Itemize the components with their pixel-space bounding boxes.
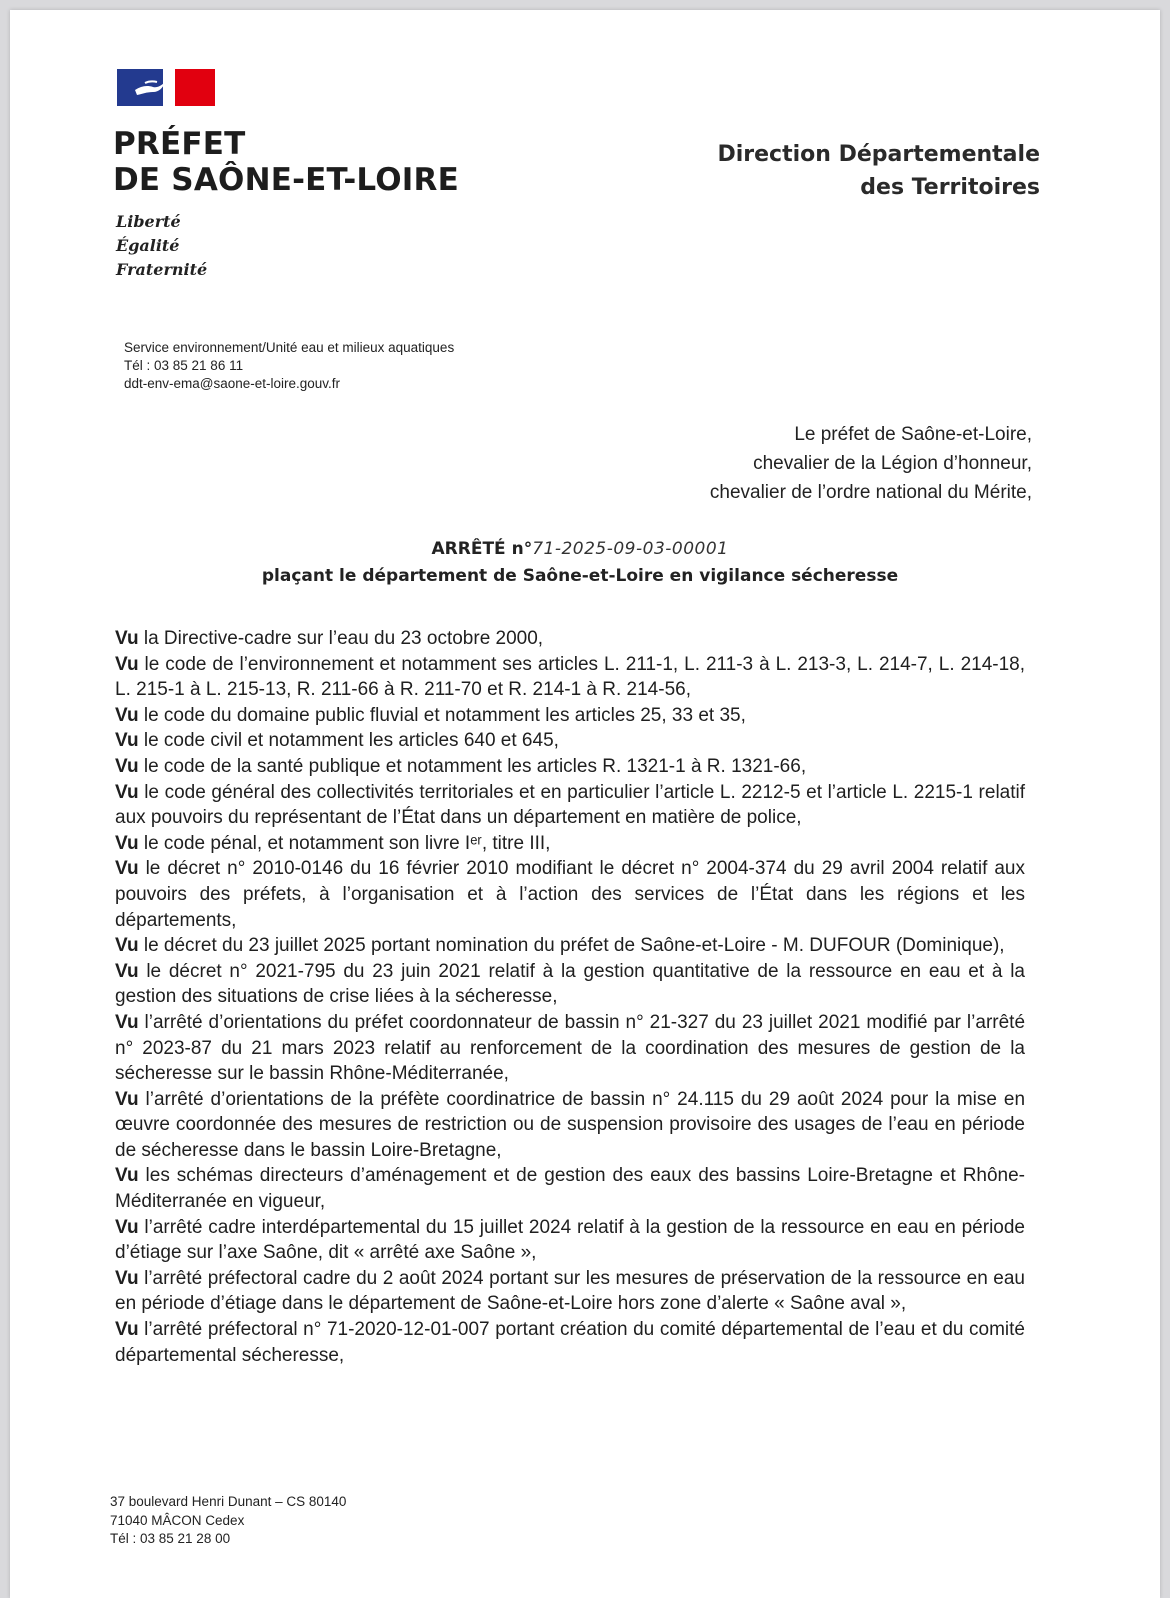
vu-keyword: Vu [115,935,139,957]
considerant-text: le décret n° 2021-795 du 23 juin 2021 relatif à la gestion quantitative de la ressource en eau et à la gestion des situations de crise liées à la sécheresse, [115,960,1025,1008]
considerant-item [115,703,1025,729]
vu-keyword: Vu [115,858,139,880]
considerant-item [115,780,1025,831]
prefet-titles [710,420,1032,507]
prefecture-title-line2: DE SAÔNE-ET-LOIRE [113,162,459,198]
republic-motto [116,210,207,282]
arrete-label: ARRÊTÉ n° [431,539,533,559]
considerant-item [115,1215,1025,1266]
flag-red-band [175,69,215,106]
considerant-item [115,1163,1025,1214]
considerant-item [115,959,1025,1010]
vu-keyword: Vu [115,755,139,777]
considerant-text: la Directive-cadre sur l’eau du 23 octobre 2000, [143,628,544,649]
considerant-item [115,1266,1025,1317]
considerant-item [115,1317,1025,1368]
direction-line2: des Territoires [860,175,1040,200]
vu-keyword: Vu [115,960,139,982]
arrete-heading [230,536,930,590]
considerant-item [115,1087,1025,1164]
motto-fraternite: Fraternité [116,260,208,279]
service-email: ddt-env-ema@saone-et-loire.gouv.fr [124,376,341,391]
considerant-text: l’arrêté préfectoral cadre du 2 août 2024 portant sur les mesures de préservation de la ressource en eau en période d’étiage dans le département de Saône-et-Loire hors zone d’alerte « Saône aval », [115,1267,1025,1315]
service-phone: Tél : 03 85 21 86 11 [124,358,244,373]
marianne-logo-icon [117,69,215,106]
considerant-item [115,856,1025,933]
considerant-item [115,652,1025,703]
considerant-item [115,1010,1025,1087]
considerant-item [115,831,1025,857]
considerant-text: le code pénal, et notamment son livre Iᵉʳ, titre III, [143,832,551,854]
vu-keyword: Vu [115,1319,139,1341]
considerant-text: le code général des collectivités territoriales et en particulier l’article L. 2212-5 et l’article L. 2215-1 relatif aux pouvoirs du représentant de l’État dans un département en matière de police, [115,781,1026,829]
vu-keyword: Vu [115,1088,139,1110]
vu-keyword: Vu [115,832,139,854]
considerant-text: le code de la santé publique et notamment les articles R. 1321-1 à R. 1321-66, [143,755,807,777]
vu-keyword: Vu [115,1216,139,1238]
considerant-text: le code civil et notamment les articles 640 et 645, [143,730,559,752]
vu-keyword: Vu [115,628,139,649]
prefet-title-line: Le préfet de Saône-et-Loire, [794,424,1032,445]
prefet-title-line: chevalier de l’ordre national du Mérite, [709,482,1032,503]
considerant-text: l’arrêté cadre interdépartemental du 15 juillet 2024 relatif à la gestion de la ressource en eau en période d’étiage sur l’axe Saône, dit « arrêté axe Saône », [115,1216,1025,1264]
arrete-number-line [230,536,930,563]
footer-address-line1: 37 boulevard Henri Dunant – CS 80140 [110,1494,347,1509]
vu-keyword: Vu [115,1267,139,1289]
service-name: Service environnement/Unité eau et milieux aquatiques [124,340,455,355]
vu-keyword: Vu [115,730,139,752]
considerant-text: le code du domaine public fluvial et notamment les articles 25, 33 et 35, [143,704,746,726]
vu-keyword: Vu [115,1165,139,1187]
considerant-item [115,933,1025,959]
footer-address-line2: 71040 MÂCON Cedex [110,1512,245,1528]
considerant-item [115,626,1025,652]
considerants-list [115,626,1025,1368]
service-contact-block [124,339,464,393]
considerant-text: le décret n° 2010-0146 du 16 février 2010 modifiant le décret n° 2004-374 du 29 avril 2004 relatif aux pouvoirs des préfets, à l’organisation et à l’action des services de l’État dans les régions et les départements, [115,858,1025,931]
vu-keyword: Vu [115,704,139,726]
prefecture-title-line1: PRÉFET [113,126,246,162]
vu-keyword: Vu [115,1011,139,1033]
document-page [10,10,1160,1598]
considerant-item [115,728,1025,754]
considerant-item [115,754,1025,780]
footer-phone: Tél : 03 85 21 28 00 [110,1531,231,1546]
considerant-text: le code de l’environnement et notamment ses articles L. 211-1, L. 211-3 à L. 213-3, L. 214-7, L. 214-18, L. 215-1 à L. 215-13, R. 211-66 à R. 211-70 et R. 214-1 à R. 214-56, [115,653,1026,701]
considerant-text: l’arrêté préfectoral n° 71-2020-12-01-007 portant création du comité départemental de l’eau et du comité départemental sécheresse, [115,1319,1026,1366]
vu-keyword: Vu [115,781,139,803]
prefecture-block [113,126,459,198]
considerant-text: l’arrêté d’orientations du préfet coordonnateur de bassin n° 21-327 du 23 juillet 2021 modifié par l’arrêté n° 2023-87 du 21 mars 2023 relatif au renforcement de la coordination des mesures de gestion de la sécheresse sur le bassin Rhône-Méditerranée, [115,1011,1026,1085]
direction-line1: Direction Départementale [717,142,1040,167]
motto-liberte: Liberté [116,212,181,231]
motto-egalite: Égalité [116,236,180,255]
considerant-text: l’arrêté d’orientations de la préfète coordinatrice de bassin n° 24.115 du 29 août 2024 pour la mise en œuvre coordonnée des mesures de restriction ou de suspension provisoire des usages de l’eau en période de sécheresse dans le bassin Loire-Bretagne, [115,1088,1026,1161]
considerant-text: le décret du 23 juillet 2025 portant nomination du préfet de Saône-et-Loire - M. DUFOUR (Dominique), [143,935,1005,957]
footer-address [110,1493,346,1549]
arrete-handwritten-number: 71-2025-09-03-00001 [532,539,729,559]
direction-heading [717,138,1040,204]
arrete-subtitle: plaçant le département de Saône-et-Loire en vigilance sécheresse [261,566,899,586]
marianne-profile-icon [133,77,167,97]
vu-keyword: Vu [115,653,139,675]
considerant-text: les schémas directeurs d’aménagement et de gestion des eaux des bassins Loire-Bretagne et Rhône-Méditerranée en vigueur, [115,1165,1026,1213]
prefet-title-line: chevalier de la Légion d’honneur, [753,453,1032,474]
